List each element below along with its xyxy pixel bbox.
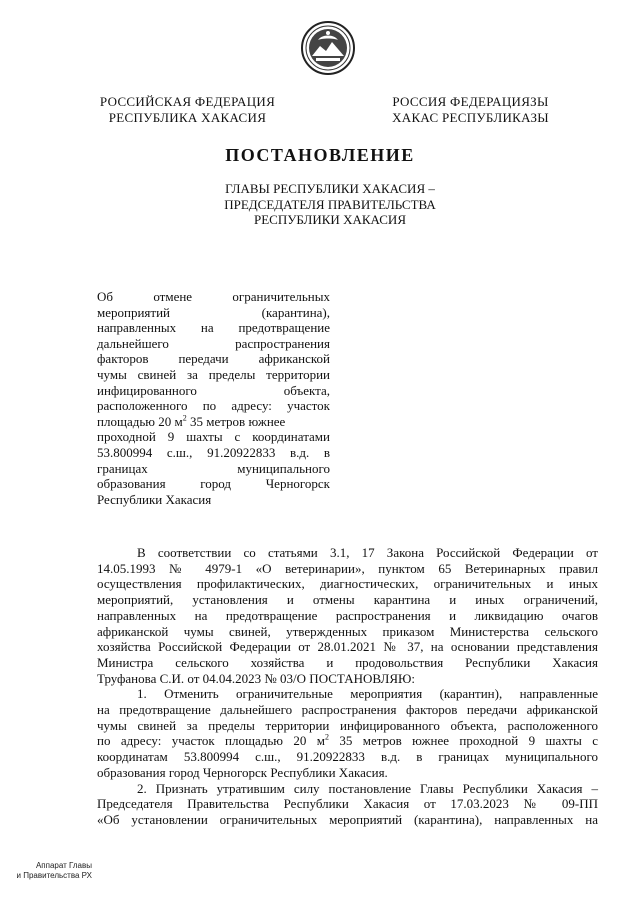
subject-area-text: площадью 20 м	[97, 413, 183, 429]
subject-line: Об отмене ограничительных	[97, 289, 330, 304]
subject-line: дальнейшего распространения	[97, 335, 330, 351]
body-line: Министра сельского хозяйства и продовольствия Республики Хакасия	[97, 654, 598, 670]
issuer-block	[160, 181, 500, 228]
body-line: В соответствии со статьями 3.1, 17 Закона Российской Федерации от	[137, 545, 598, 560]
coat-of-arms-emblem	[300, 20, 356, 76]
issuer-line: ПРЕДСЕДАТЕЛЯ ПРАВИТЕЛЬСТВА	[224, 196, 436, 212]
body-line: Труфанова С.И. от 04.04.2023 № 03/О ПОСТАНОВЛЯЮ:	[97, 670, 416, 686]
item1-line: образования город Черногорск Республики Хакасия.	[97, 764, 388, 780]
header-left	[95, 94, 280, 126]
subject-line: направленных на предотвращение	[97, 320, 330, 336]
header-right-line: ХАКАС РЕСПУБЛИКАЗЫ	[392, 110, 549, 125]
item1-line-area	[97, 733, 598, 749]
header-right-line: РОССИЯ ФЕДЕРАЦИЯЗЫ	[392, 94, 549, 109]
issuer-line: РЕСПУБЛИКИ ХАКАСИЯ	[253, 212, 406, 227]
header-left-line: РЕСПУБЛИКА ХАКАСИЯ	[108, 110, 267, 125]
item2-line: «Об установлении ограничительных мероприятий (карантина), направленных на	[97, 811, 598, 827]
subject-line: мероприятий (карантина),	[97, 304, 330, 320]
subject-line: чумы свиней за пределы территории	[97, 366, 330, 382]
item1-line: чумы свиней за пределы территории инфицированного объекта, расположенного	[97, 717, 598, 733]
subject-line: границах муниципального	[97, 460, 330, 476]
subject-line: инфицированного объекта,	[97, 382, 330, 398]
body-line: осуществления профилактических, диагностических, ограничительных и иных	[97, 576, 598, 592]
item1-line: на предотвращение дальнейшего распространения факторов передачи африканской	[97, 702, 598, 718]
item1-area-text: по адресу: участок площадью 20 м	[97, 733, 326, 749]
subject-line: Республики Хакасия	[97, 491, 212, 507]
subject-line: 53.800994 с.ш., 91.20922833 в.д. в	[97, 444, 330, 460]
subject-block	[97, 289, 330, 507]
header-left-line: РОССИЙСКАЯ ФЕДЕРАЦИЯ	[99, 94, 276, 109]
subject-area-tail: 35 метров южнее	[186, 413, 286, 429]
registration-stamp	[12, 861, 92, 881]
body-line: африканской чумы свиней, утвержденных приказом Министерства сельского	[97, 623, 598, 639]
item1-line: координатам 53.800994 с.ш., 91.20922833 в.д. в границах муниципального	[97, 749, 598, 765]
document-body	[97, 545, 598, 828]
item1-area-tail: 35 метров южнее проходной 9 шахты с	[329, 733, 598, 749]
subject-line: образования город Черногорск	[97, 476, 330, 492]
body-line: хозяйства Российской Федерации от 28.01.2021 № 37, на основании представления	[97, 639, 598, 655]
issuer-line: ГЛАВЫ РЕСПУБЛИКИ ХАКАСИЯ –	[225, 181, 435, 196]
body-line: 14.05.1993 № 4979-1 «О ветеринарии», пунктом 65 Ветеринарных правил	[97, 560, 598, 576]
superscript: 2	[182, 413, 187, 423]
header-right	[378, 94, 563, 126]
superscript: 2	[325, 733, 330, 743]
stamp-line: и Правительства РХ	[16, 871, 92, 880]
item1-line: 1. Отменить ограничительные мероприятия (карантин), направленные	[137, 686, 598, 702]
stamp-line: Аппарат Главы	[35, 861, 92, 870]
subject-line-area	[97, 414, 330, 430]
subject-line: факторов передачи африканской	[97, 351, 330, 367]
body-line: мероприятий, установления и отмены карантина и иных ограничений,	[97, 592, 598, 608]
subject-line: проходной 9 шахты с координатами	[97, 429, 330, 445]
item2-line: 2. Признать утратившим силу постановление Главы Республики Хакасия –	[137, 780, 598, 796]
item2-line: Председателя Правительства Республики Хакасия от 17.03.2023 № 09-ПП	[97, 796, 598, 812]
body-line: направленных на предотвращение распространения и ликвидацию очагов	[97, 607, 598, 623]
document-type-title: ПОСТАНОВЛЕНИЕ	[225, 145, 415, 165]
subject-line: расположенного по адресу: участок	[97, 398, 330, 414]
